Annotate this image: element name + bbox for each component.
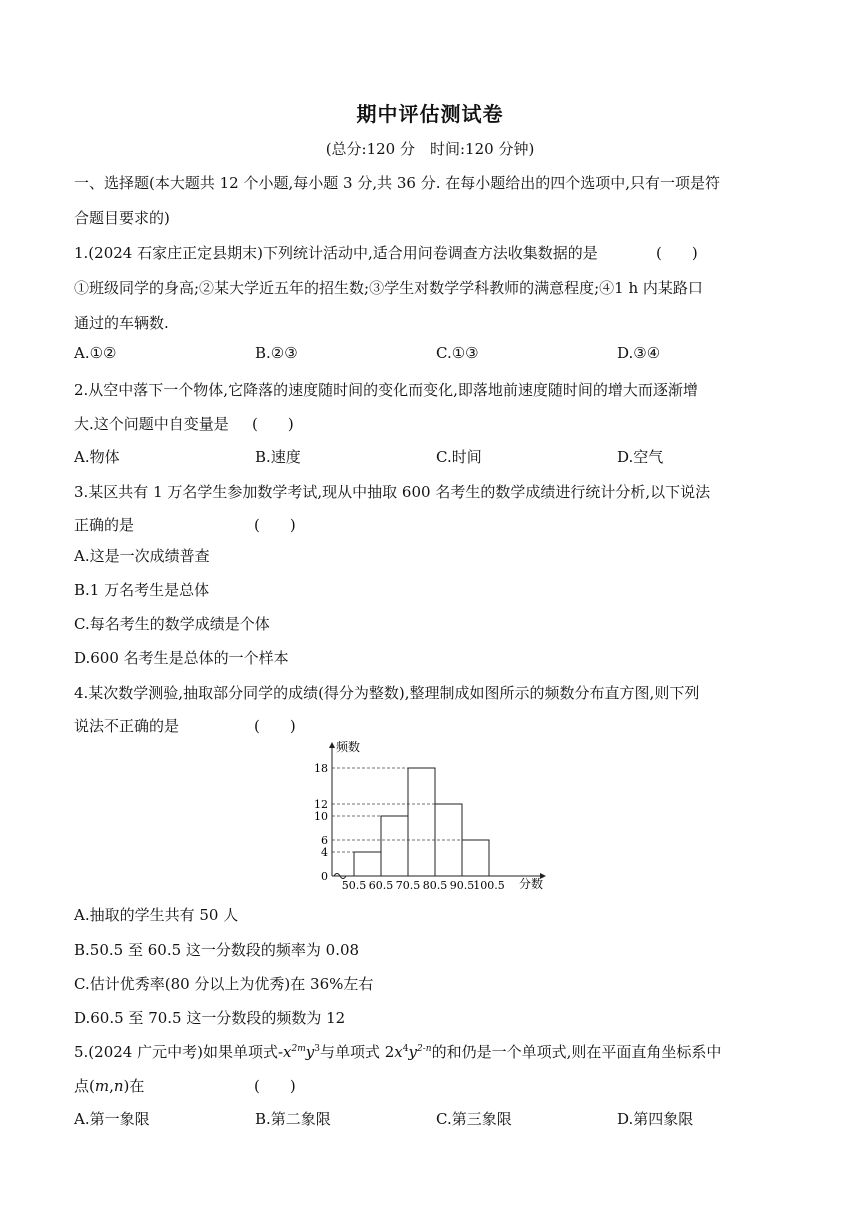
y-tick-label: 6	[321, 834, 328, 847]
histogram-bar	[354, 852, 381, 876]
y-axis-label: 频数	[336, 740, 361, 754]
q4-option-d: D.60.5 至 70.5 这一分数段的频数为 12	[74, 1009, 346, 1027]
q5-var: x	[394, 1043, 403, 1061]
q3-option-c: C.每名考生的数学成绩是个体	[74, 615, 270, 633]
q5-option-b: B.第二象限	[255, 1110, 331, 1128]
frequency-histogram	[312, 738, 552, 896]
q5-exponent: 2m	[291, 1044, 306, 1054]
q3-stem-line2: 正确的是	[74, 516, 135, 534]
q2-option-a: A.物体	[74, 448, 120, 466]
histogram-bar	[408, 768, 435, 876]
q4-option-b: B.50.5 至 60.5 这一分数段的频率为 0.08	[74, 941, 360, 959]
x-tick-label: 60.5	[368, 879, 394, 892]
q2-option-d: D.空气	[617, 448, 664, 466]
x-tick-label: 70.5	[395, 879, 421, 892]
q5-var-m: m	[94, 1077, 110, 1095]
histogram-bar	[462, 840, 489, 876]
x-tick-label: 80.5	[422, 879, 448, 892]
y-tick-label: 4	[321, 846, 328, 859]
q5-exponent: 2-n	[416, 1044, 432, 1054]
q2-stem-line1: 2.从空中落下一个物体,它降落的速度随时间的变化而变化,即落地前速度随时间的增大而逐渐增	[74, 381, 698, 399]
x-tick-label: 50.5	[341, 879, 367, 892]
q1-stem-line3: 通过的车辆数.	[74, 314, 169, 332]
q3-stem-line1: 3.某区共有 1 万名学生参加数学考试,现从中抽取 600 名考生的数学成绩进行统计分析,以下说法	[74, 483, 711, 501]
q1-stem-line1: 1.(2024 石家庄正定县期末)下列统计活动中,适合用问卷调查方法收集数据的是	[74, 244, 598, 262]
q2-option-b: B.速度	[255, 448, 301, 466]
q4-option-c: C.估计优秀率(80 分以上为优秀)在 36%左右	[74, 975, 374, 993]
q4-stem-line1: 4.某次数学测验,抽取部分同学的成绩(得分为整数),整理制成如图所示的频数分布直方图,则下列	[74, 684, 700, 702]
section-header-line1: 一、选择题(本大题共 12 个小题,每小题 3 分,共 36 分. 在每小题给出的四个选项中,只有一项是符	[74, 174, 721, 192]
q5-comma: ,	[109, 1077, 114, 1095]
y-tick-label: 0	[321, 870, 328, 883]
q3-option-d: D.600 名考生是总体的一个样本	[74, 649, 289, 667]
x-axis-label: 分数	[519, 877, 544, 891]
q5-text-e: )在	[123, 1077, 145, 1095]
q1-stem-line2: ①班级同学的身高;②某大学近五年的招生数;③学生对数学学科教师的满意程度;④1 h 内某路口	[74, 279, 703, 297]
q2-answer-blank: ( )	[252, 415, 294, 433]
x-tick-label: 90.5	[449, 879, 475, 892]
q5-var-n: n	[113, 1077, 124, 1095]
q3-option-a: A.这是一次成绩普查	[74, 547, 210, 565]
q5-exponent: 4	[402, 1044, 409, 1054]
q1-option-b: B.②③	[255, 344, 298, 362]
q5-text-d: 点(	[74, 1077, 95, 1095]
page-subtitle: (总分:120 分 时间:120 分钟)	[325, 140, 535, 158]
page-title: 期中评估测试卷	[356, 102, 504, 126]
q5-option-c: C.第三象限	[436, 1110, 512, 1128]
q4-option-a: A.抽取的学生共有 50 人	[74, 906, 239, 924]
section-header-line2: 合题目要求的)	[74, 209, 170, 227]
q2-stem-line2: 大.这个问题中自变量是	[74, 415, 229, 433]
q5-text-c: 的和仍是一个单项式,则在平面直角坐标系中	[431, 1043, 722, 1061]
q1-option-a: A.①②	[74, 344, 117, 362]
q3-option-b: B.1 万名考生是总体	[74, 581, 210, 599]
q5-answer-blank: ( )	[254, 1077, 296, 1095]
q5-var: y	[408, 1043, 417, 1061]
q5-var: x	[283, 1043, 292, 1061]
q4-stem-line2: 说法不正确的是	[74, 717, 180, 735]
y-tick-label: 10	[314, 810, 328, 823]
q5-text-b: 与单项式 2	[319, 1043, 395, 1061]
q5-stem-line2	[74, 1075, 794, 1096]
q4-answer-blank: ( )	[254, 717, 296, 735]
histogram-bar	[381, 816, 408, 876]
q5-var: y	[305, 1043, 315, 1061]
x-tick-label: 100.5	[473, 879, 505, 892]
q3-answer-blank: ( )	[254, 516, 296, 534]
q5-text-a: 5.(2024 广元中考)如果单项式-	[74, 1043, 284, 1061]
q1-option-c: C.①③	[436, 344, 479, 362]
q5-exponent: 3	[314, 1044, 320, 1054]
y-tick-label: 12	[314, 798, 328, 811]
q2-option-c: C.时间	[436, 448, 482, 466]
q5-stem-line1	[74, 1041, 794, 1062]
y-tick-label: 18	[314, 762, 328, 775]
q1-option-d: D.③④	[617, 344, 661, 362]
q5-option-d: D.第四象限	[617, 1110, 694, 1128]
y-axis-arrow	[329, 742, 335, 748]
q5-option-a: A.第一象限	[74, 1110, 150, 1128]
q1-answer-blank: ( )	[656, 244, 698, 262]
